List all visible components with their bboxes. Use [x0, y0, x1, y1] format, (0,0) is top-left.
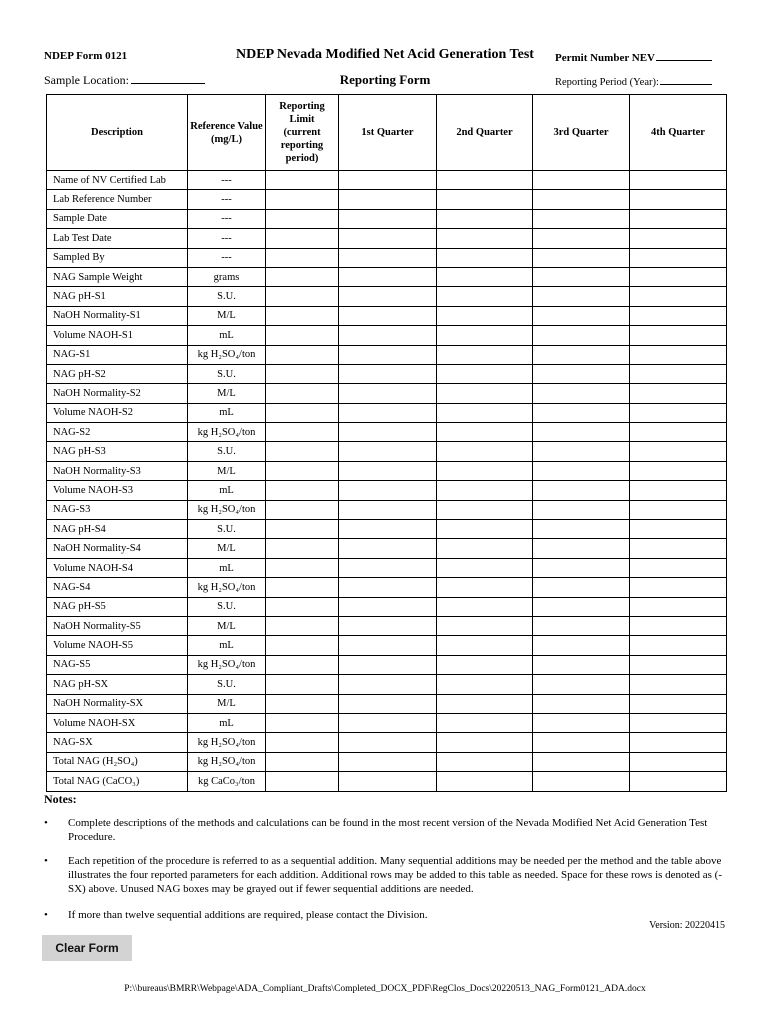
q1-cell[interactable] [339, 772, 437, 791]
q3-cell[interactable] [533, 345, 630, 364]
q2-cell[interactable] [437, 616, 533, 635]
row-reference-value: M/L [188, 384, 266, 403]
row-description: NAG pH-SX [47, 675, 188, 694]
row-reference-value: --- [188, 190, 266, 209]
table-header-row [47, 95, 727, 171]
row-reference-value: mL [188, 326, 266, 345]
q2-cell[interactable] [437, 171, 533, 190]
reporting-limit-cell[interactable] [266, 655, 339, 674]
q1-cell[interactable] [339, 500, 437, 519]
row-reference-value: S.U. [188, 675, 266, 694]
q1-cell[interactable] [339, 481, 437, 500]
permit-number-label [555, 50, 712, 64]
q3-cell[interactable] [533, 403, 630, 422]
q1-cell[interactable] [339, 403, 437, 422]
q1-cell[interactable] [339, 616, 437, 635]
q2-cell[interactable] [437, 345, 533, 364]
row-description: Sample Date [47, 209, 188, 228]
reporting-limit-cell[interactable] [266, 423, 339, 442]
sample-location-text: Sample Location: [44, 73, 129, 87]
row-reference-value: kg H₂SO₄/ton [188, 655, 266, 674]
note-item [44, 816, 728, 844]
row-reference-value: M/L [188, 306, 266, 325]
col-header-reporting-limit: Reporting Limit (current reporting period) [266, 95, 339, 171]
q2-cell[interactable] [437, 481, 533, 500]
col-header-description: Description [47, 95, 188, 171]
table-row [47, 772, 727, 791]
reporting-period-label [555, 74, 712, 88]
q3-cell[interactable] [533, 675, 630, 694]
table-row [47, 442, 727, 461]
row-description: Lab Test Date [47, 229, 188, 248]
q4-cell[interactable] [630, 694, 727, 713]
q4-cell[interactable] [630, 461, 727, 480]
table-row [47, 597, 727, 616]
q4-cell[interactable] [630, 636, 727, 655]
reporting-limit-cell[interactable] [266, 539, 339, 558]
q4-cell[interactable] [630, 364, 727, 383]
row-reference-value: mL [188, 558, 266, 577]
q3-cell[interactable] [533, 442, 630, 461]
row-reference-value: M/L [188, 694, 266, 713]
bullet-icon: • [44, 909, 48, 921]
q4-cell[interactable] [630, 423, 727, 442]
reporting-limit-cell[interactable] [266, 616, 339, 635]
table-row [47, 364, 727, 383]
q3-cell[interactable] [533, 636, 630, 655]
q4-cell[interactable] [630, 229, 727, 248]
q3-cell[interactable] [533, 655, 630, 674]
q1-cell[interactable] [339, 229, 437, 248]
col-header-q2: 2nd Quarter [437, 95, 533, 171]
row-description: NAG pH-S5 [47, 597, 188, 616]
q3-cell[interactable] [533, 209, 630, 228]
q3-cell[interactable] [533, 558, 630, 577]
row-reference-value: M/L [188, 461, 266, 480]
q4-cell[interactable] [630, 616, 727, 635]
reporting-limit-cell[interactable] [266, 345, 339, 364]
row-reference-value: kg H₂SO₄/ton [188, 423, 266, 442]
row-description: Volume NAOH-S3 [47, 481, 188, 500]
note-item [44, 854, 728, 896]
reporting-period-field[interactable] [660, 74, 712, 85]
reporting-limit-cell[interactable] [266, 190, 339, 209]
q4-cell[interactable] [630, 326, 727, 345]
table-row [47, 558, 727, 577]
q2-cell[interactable] [437, 364, 533, 383]
q3-cell[interactable] [533, 752, 630, 771]
q3-cell[interactable] [533, 616, 630, 635]
q2-cell[interactable] [437, 520, 533, 539]
row-description: Lab Reference Number [47, 190, 188, 209]
reporting-limit-cell[interactable] [266, 442, 339, 461]
q1-cell[interactable] [339, 423, 437, 442]
q2-cell[interactable] [437, 772, 533, 791]
q2-cell[interactable] [437, 384, 533, 403]
q2-cell[interactable] [437, 190, 533, 209]
q2-cell[interactable] [437, 267, 533, 286]
row-reference-value: kg H₂SO₄/ton [188, 345, 266, 364]
q4-cell[interactable] [630, 655, 727, 674]
row-reference-value: S.U. [188, 287, 266, 306]
table-row [47, 713, 727, 732]
q2-cell[interactable] [437, 752, 533, 771]
row-description: NAG-SX [47, 733, 188, 752]
q1-cell[interactable] [339, 248, 437, 267]
table-row [47, 461, 727, 480]
q1-cell[interactable] [339, 752, 437, 771]
row-description: NaOH Normality-S4 [47, 539, 188, 558]
q4-cell[interactable] [630, 384, 727, 403]
reporting-period-text: Reporting Period (Year): [555, 77, 659, 88]
q2-cell[interactable] [437, 675, 533, 694]
q4-cell[interactable] [630, 733, 727, 752]
table-row [47, 384, 727, 403]
table-row [47, 306, 727, 325]
row-description: NAG pH-S1 [47, 287, 188, 306]
q3-cell[interactable] [533, 306, 630, 325]
row-description: NaOH Normality-S5 [47, 616, 188, 635]
reporting-limit-cell[interactable] [266, 209, 339, 228]
row-reference-value: mL [188, 713, 266, 732]
row-description: NAG Sample Weight [47, 267, 188, 286]
reporting-limit-cell[interactable] [266, 558, 339, 577]
row-reference-value: --- [188, 209, 266, 228]
note-text: If more than twelve sequential additions are required, please contact the Division. [68, 909, 428, 921]
q4-cell[interactable] [630, 578, 727, 597]
q2-cell[interactable] [437, 442, 533, 461]
table-row [47, 694, 727, 713]
q1-cell[interactable] [339, 461, 437, 480]
row-description: Total NAG (H₂SO₄) [47, 752, 188, 771]
row-description: NaOH Normality-S1 [47, 306, 188, 325]
q1-cell[interactable] [339, 520, 437, 539]
q1-cell[interactable] [339, 636, 437, 655]
reporting-limit-cell[interactable] [266, 500, 339, 519]
q2-cell[interactable] [437, 578, 533, 597]
reporting-limit-cell[interactable] [266, 364, 339, 383]
q3-cell[interactable] [533, 578, 630, 597]
q4-cell[interactable] [630, 558, 727, 577]
q4-cell[interactable] [630, 752, 727, 771]
q3-cell[interactable] [533, 713, 630, 732]
row-description: NAG-S2 [47, 423, 188, 442]
q1-cell[interactable] [339, 306, 437, 325]
reporting-limit-cell[interactable] [266, 461, 339, 480]
q3-cell[interactable] [533, 384, 630, 403]
row-description: Volume NAOH-SX [47, 713, 188, 732]
q3-cell[interactable] [533, 461, 630, 480]
row-description: NAG pH-S2 [47, 364, 188, 383]
q1-cell[interactable] [339, 384, 437, 403]
row-reference-value: kg H₂SO₄/ton [188, 752, 266, 771]
q1-cell[interactable] [339, 345, 437, 364]
q3-cell[interactable] [533, 423, 630, 442]
q3-cell[interactable] [533, 287, 630, 306]
reporting-limit-cell[interactable] [266, 578, 339, 597]
q3-cell[interactable] [533, 267, 630, 286]
row-description: Volume NAOH-S4 [47, 558, 188, 577]
reporting-limit-cell[interactable] [266, 772, 339, 791]
row-description: Volume NAOH-S2 [47, 403, 188, 422]
row-reference-value: --- [188, 229, 266, 248]
reporting-limit-cell[interactable] [266, 306, 339, 325]
table-row [47, 675, 727, 694]
q3-cell[interactable] [533, 229, 630, 248]
q4-cell[interactable] [630, 481, 727, 500]
q2-cell[interactable] [437, 597, 533, 616]
table-row [47, 752, 727, 771]
reporting-table [46, 94, 727, 792]
q1-cell[interactable] [339, 171, 437, 190]
reporting-limit-cell[interactable] [266, 267, 339, 286]
q3-cell[interactable] [533, 772, 630, 791]
reporting-limit-cell[interactable] [266, 520, 339, 539]
row-reference-value: kg H₂SO₄/ton [188, 500, 266, 519]
table-row [47, 423, 727, 442]
notes-heading: Notes: [44, 792, 77, 806]
q1-cell[interactable] [339, 364, 437, 383]
table-row [47, 287, 727, 306]
q4-cell[interactable] [630, 539, 727, 558]
row-description: NaOH Normality-SX [47, 694, 188, 713]
reporting-limit-cell[interactable] [266, 597, 339, 616]
row-description: NAG pH-S3 [47, 442, 188, 461]
q2-cell[interactable] [437, 558, 533, 577]
row-description: NaOH Normality-S3 [47, 461, 188, 480]
q3-cell[interactable] [533, 171, 630, 190]
reporting-limit-cell[interactable] [266, 675, 339, 694]
row-description: NaOH Normality-S2 [47, 384, 188, 403]
q1-cell[interactable] [339, 694, 437, 713]
q2-cell[interactable] [437, 461, 533, 480]
q1-cell[interactable] [339, 190, 437, 209]
q1-cell[interactable] [339, 558, 437, 577]
q1-cell[interactable] [339, 655, 437, 674]
q1-cell[interactable] [339, 267, 437, 286]
row-description: NAG-S4 [47, 578, 188, 597]
q4-cell[interactable] [630, 772, 727, 791]
reporting-limit-cell[interactable] [266, 752, 339, 771]
table-row [47, 209, 727, 228]
row-reference-value: M/L [188, 616, 266, 635]
row-reference-value: grams [188, 267, 266, 286]
q3-cell[interactable] [533, 248, 630, 267]
row-reference-value: S.U. [188, 442, 266, 461]
table-row [47, 267, 727, 286]
q4-cell[interactable] [630, 248, 727, 267]
row-description: Sampled By [47, 248, 188, 267]
q4-cell[interactable] [630, 287, 727, 306]
reporting-limit-cell[interactable] [266, 733, 339, 752]
table-row [47, 326, 727, 345]
q1-cell[interactable] [339, 539, 437, 558]
reporting-limit-cell[interactable] [266, 384, 339, 403]
reporting-limit-cell[interactable] [266, 229, 339, 248]
q3-cell[interactable] [533, 481, 630, 500]
q2-cell[interactable] [437, 733, 533, 752]
row-reference-value: kg H₂SO₄/ton [188, 578, 266, 597]
table-row [47, 636, 727, 655]
permit-number-text: Permit Number NEV [555, 52, 655, 64]
q3-cell[interactable] [533, 597, 630, 616]
permit-number-field[interactable] [656, 50, 712, 61]
reporting-limit-cell[interactable] [266, 326, 339, 345]
note-text: Complete descriptions of the methods and calculations can be found in the most recent version of the Nevada Modified Net Acid Generation Test Procedure. [68, 817, 708, 843]
table-row [47, 539, 727, 558]
q2-cell[interactable] [437, 655, 533, 674]
q2-cell[interactable] [437, 423, 533, 442]
version-label: Version: 20220415 [649, 920, 725, 931]
q2-cell[interactable] [437, 248, 533, 267]
q4-cell[interactable] [630, 190, 727, 209]
reporting-limit-cell[interactable] [266, 481, 339, 500]
bullet-icon: • [44, 817, 48, 829]
table-row [47, 655, 727, 674]
q2-cell[interactable] [437, 209, 533, 228]
q1-cell[interactable] [339, 733, 437, 752]
table-row [47, 403, 727, 422]
q3-cell[interactable] [533, 190, 630, 209]
q1-cell[interactable] [339, 675, 437, 694]
col-header-q4: 4th Quarter [630, 95, 727, 171]
q2-cell[interactable] [437, 539, 533, 558]
q4-cell[interactable] [630, 306, 727, 325]
q2-cell[interactable] [437, 694, 533, 713]
table-row [47, 190, 727, 209]
row-reference-value: kg H₂SO₄/ton [188, 733, 266, 752]
col-header-q3: 3rd Quarter [533, 95, 630, 171]
table-row [47, 481, 727, 500]
row-reference-value: S.U. [188, 597, 266, 616]
table-row [47, 171, 727, 190]
table-row [47, 520, 727, 539]
clear-form-button[interactable]: Clear Form [42, 935, 132, 961]
q4-cell[interactable] [630, 675, 727, 694]
row-description: NAG-S5 [47, 655, 188, 674]
q4-cell[interactable] [630, 713, 727, 732]
reporting-limit-cell[interactable] [266, 287, 339, 306]
q2-cell[interactable] [437, 636, 533, 655]
q1-cell[interactable] [339, 209, 437, 228]
page-title: NDEP Nevada Modified Net Acid Generation Test [236, 47, 534, 62]
row-reference-value: --- [188, 248, 266, 267]
q2-cell[interactable] [437, 306, 533, 325]
q2-cell[interactable] [437, 229, 533, 248]
q3-cell[interactable] [533, 500, 630, 519]
row-description: Volume NAOH-S5 [47, 636, 188, 655]
row-description: Name of NV Certified Lab [47, 171, 188, 190]
q4-cell[interactable] [630, 403, 727, 422]
table-row [47, 578, 727, 597]
row-description: NAG-S1 [47, 345, 188, 364]
q1-cell[interactable] [339, 578, 437, 597]
row-reference-value: mL [188, 636, 266, 655]
row-description: NAG pH-S4 [47, 520, 188, 539]
q3-cell[interactable] [533, 694, 630, 713]
row-reference-value: kg CaCo₃/ton [188, 772, 266, 791]
note-text: Each repetition of the procedure is referred to as a sequential addition. Many sequential additions may be needed per the method and the table above illustrates the four reported parameters for each addition. Additional rows may be added to this table as needed. Space for these rows is denoted as (-SX) above. Unused NAG boxes may be grayed out if fewer sequential additions are needed. [68, 855, 722, 895]
q4-cell[interactable] [630, 500, 727, 519]
reporting-limit-cell[interactable] [266, 636, 339, 655]
table-row [47, 733, 727, 752]
q3-cell[interactable] [533, 733, 630, 752]
row-reference-value: M/L [188, 539, 266, 558]
row-description: Total NAG (CaCO₃) [47, 772, 188, 791]
q3-cell[interactable] [533, 364, 630, 383]
row-reference-value: mL [188, 403, 266, 422]
q4-cell[interactable] [630, 171, 727, 190]
q2-cell[interactable] [437, 403, 533, 422]
row-reference-value: mL [188, 481, 266, 500]
q4-cell[interactable] [630, 267, 727, 286]
col-header-reference: Reference Value (mg/L) [188, 95, 266, 171]
reporting-limit-cell[interactable] [266, 713, 339, 732]
q3-cell[interactable] [533, 539, 630, 558]
reporting-limit-cell[interactable] [266, 171, 339, 190]
q4-cell[interactable] [630, 209, 727, 228]
reporting-limit-cell[interactable] [266, 248, 339, 267]
q2-cell[interactable] [437, 713, 533, 732]
reporting-limit-cell[interactable] [266, 403, 339, 422]
q4-cell[interactable] [630, 442, 727, 461]
page-subtitle: Reporting Form [339, 72, 431, 87]
q4-cell[interactable] [630, 345, 727, 364]
row-reference-value: S.U. [188, 364, 266, 383]
q1-cell[interactable] [339, 713, 437, 732]
file-path: P:\\bureaus\BMRR\Webpage\ADA_Compliant_Drafts\Completed_DOCX_PDF\RegClos_Docs\20220513_NAG_Form0121_ADA.docx [124, 984, 646, 994]
q4-cell[interactable] [630, 520, 727, 539]
table-row [47, 500, 727, 519]
reporting-limit-cell[interactable] [266, 694, 339, 713]
table-row [47, 345, 727, 364]
row-description: NAG-S3 [47, 500, 188, 519]
q4-cell[interactable] [630, 597, 727, 616]
q2-cell[interactable] [437, 326, 533, 345]
row-reference-value: --- [188, 171, 266, 190]
row-description: Volume NAOH-S1 [47, 326, 188, 345]
q1-cell[interactable] [339, 326, 437, 345]
table-row [47, 248, 727, 267]
row-reference-value: S.U. [188, 520, 266, 539]
col-header-q1: 1st Quarter [339, 95, 437, 171]
q1-cell[interactable] [339, 597, 437, 616]
q1-cell[interactable] [339, 442, 437, 461]
form-id: NDEP Form 0121 [44, 50, 128, 62]
q2-cell[interactable] [437, 500, 533, 519]
q3-cell[interactable] [533, 326, 630, 345]
q1-cell[interactable] [339, 287, 437, 306]
q2-cell[interactable] [437, 287, 533, 306]
bullet-icon: • [44, 855, 48, 867]
table-row [47, 616, 727, 635]
q3-cell[interactable] [533, 520, 630, 539]
table-row [47, 229, 727, 248]
